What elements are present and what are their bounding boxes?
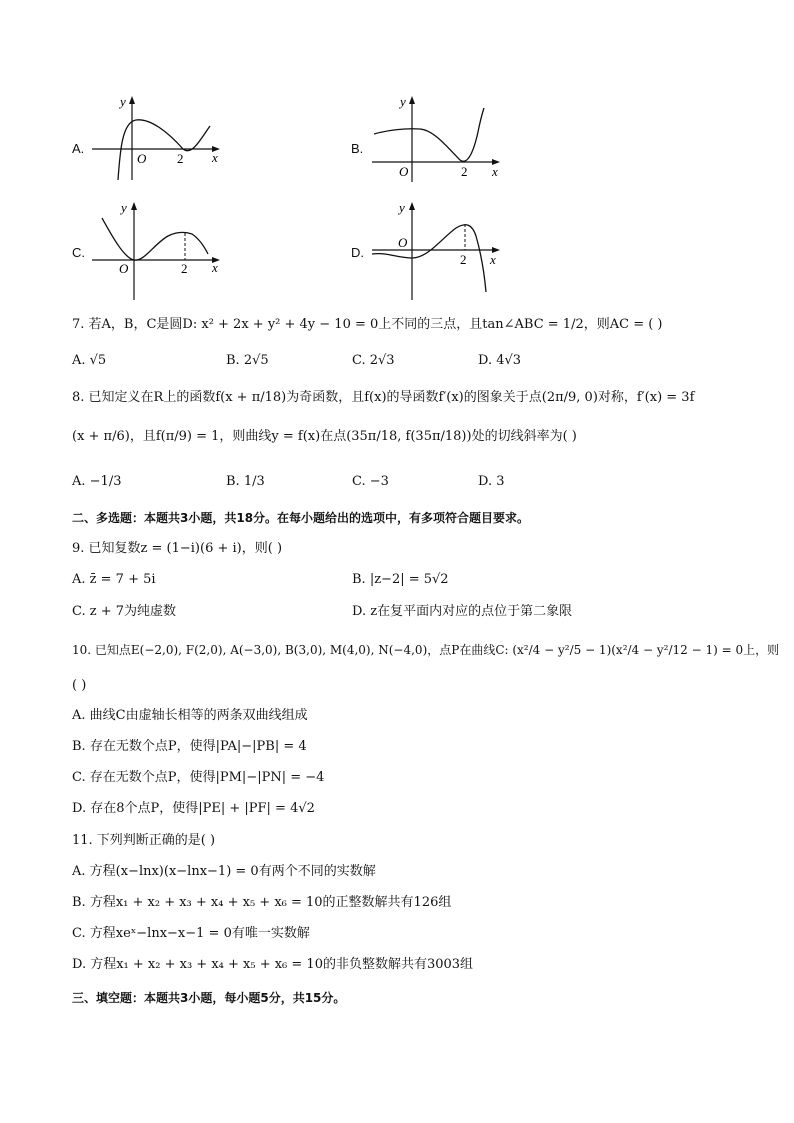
x-axis-label: x: [212, 150, 218, 165]
tick-label-2: 2: [460, 252, 467, 267]
q8-line1: 8. 已知定义在R上的函数f(x + π/18)为奇函数，且f(x)的导函数f′(x)的图象关于点(2π/9, 0)对称，f′(x) = 3f: [72, 390, 695, 405]
graph-d-label: D.: [351, 245, 364, 260]
x-axis-label: x: [492, 164, 498, 179]
y-axis-label: y: [400, 94, 406, 109]
origin-label: O: [137, 151, 147, 166]
q10-answer-paren: ( ): [72, 678, 87, 693]
tick-label-2: 2: [461, 164, 468, 179]
x-axis-label: x: [490, 252, 496, 267]
q9-option-a: A. z̄ = 7 + 5i: [72, 572, 156, 587]
graph-c: [88, 196, 228, 302]
origin-label: O: [398, 235, 408, 250]
y-axis-label: y: [399, 200, 405, 215]
q8-option-d: D. 3: [478, 474, 505, 489]
q9-option-b: B. |z−2| = 5√2: [352, 572, 449, 587]
q9-option-c: C. z + 7为纯虚数: [72, 604, 177, 619]
q10-option-a: A. 曲线C由虚轴长相等的两条双曲线组成: [72, 708, 308, 723]
q10-option-b: B. 存在无数个点P，使得|PA|−|PB| = 4: [72, 739, 307, 754]
q8-option-c: C. −3: [352, 474, 389, 489]
graph-b-label: B.: [351, 141, 364, 156]
section-2-heading: 二、多选题：本题共3小题，共18分。在每小题给出的选项中，有多项符合题目要求。: [72, 511, 530, 525]
q7-option-b: B. 2√5: [226, 353, 269, 368]
q11-option-d: D. 方程x₁ + x₂ + x₃ + x₄ + x₅ + x₆ = 10的非负整数解共有3003组: [72, 957, 474, 972]
q8-option-b: B. 1/3: [226, 474, 265, 489]
q11-stem: 11. 下列判断正确的是( ): [72, 833, 216, 848]
tick-label-2: 2: [177, 151, 184, 166]
q11-option-a: A. 方程(x−lnx)(x−lnx−1) = 0有两个不同的实数解: [72, 864, 376, 879]
graph-a-label: A.: [72, 141, 85, 156]
q9-stem: 9. 已知复数z = (1−i)(6 + i)，则( ): [72, 541, 283, 556]
graph-c-label: C.: [72, 245, 85, 260]
q8-line2: (x + π/6)，且f(π/9) = 1，则曲线y = f(x)在点(35π/18, f(35π/18))处的切线斜率为( ): [72, 429, 577, 444]
q10-option-c: C. 存在无数个点P，使得|PM|−|PN| = −4: [72, 770, 325, 785]
origin-label: O: [399, 164, 409, 179]
tick-label-2: 2: [181, 261, 188, 276]
q11-option-b: B. 方程x₁ + x₂ + x₃ + x₄ + x₅ + x₆ = 10的正整数解共有126组: [72, 895, 452, 910]
y-axis-label: y: [120, 94, 126, 109]
q7-option-a: A. √5: [72, 353, 107, 368]
q7-stem: 7. 若A，B，C是圆D: x² + 2x + y² + 4y − 10 = 0上不同的三点，且tan∠ABC = 1/2，则AC = ( ): [72, 317, 663, 332]
graph-d: [368, 196, 508, 302]
origin-label: O: [119, 261, 129, 276]
q8-option-a: A. −1/3: [72, 474, 122, 489]
q7-option-d: D. 4√3: [478, 353, 522, 368]
q11-option-c: C. 方程xeˣ−lnx−x−1 = 0有唯一实数解: [72, 926, 310, 941]
q10-option-d: D. 存在8个点P，使得|PE| + |PF| = 4√2: [72, 801, 315, 816]
y-axis-label: y: [121, 200, 127, 215]
graph-a: [88, 92, 228, 182]
q10-stem: 10. 已知点E(−2,0), F(2,0), A(−3,0), B(3,0), M(4,0), N(−4,0)，点P在曲线C: (x²/4 − y²/5 − 1)(x²/4 − y²/12 − 1) = 0上，则: [72, 643, 780, 657]
q7-option-c: C. 2√3: [352, 353, 395, 368]
graph-b: [368, 92, 508, 184]
x-axis-label: x: [212, 260, 218, 275]
q9-option-d: D. z在复平面内对应的点位于第二象限: [352, 604, 573, 619]
section-3-heading: 三、填空题：本题共3小题，每小题5分，共15分。: [72, 991, 346, 1005]
